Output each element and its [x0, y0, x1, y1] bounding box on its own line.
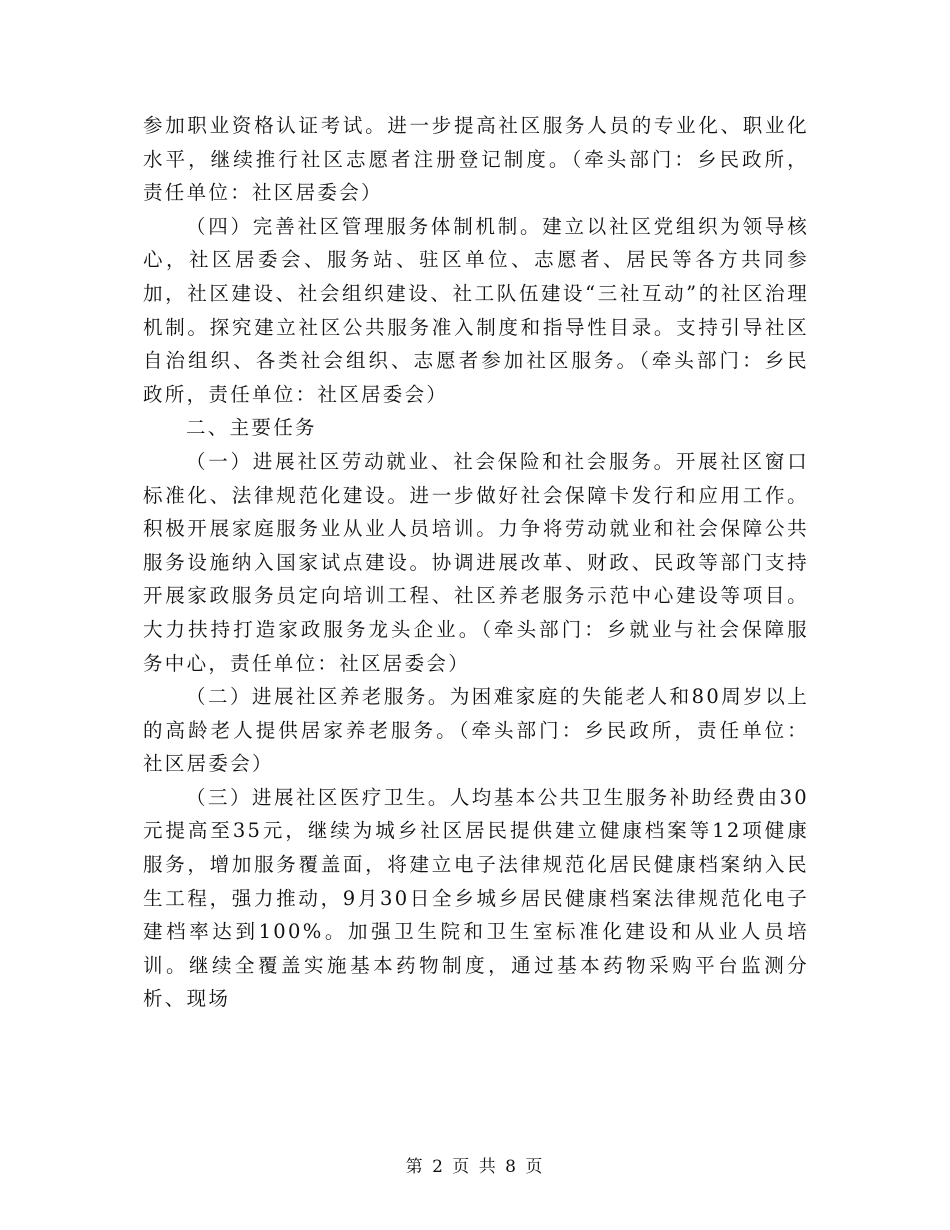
paragraph-task-1: （一）进展社区劳动就业、社会保险和社会服务。开展社区窗口标准化、法律规范化建设。进一步做好社会保障卡发行和应用工作。积极开展家庭服务业从业人员培训。力争将劳动就业和社会保障公共服务设施纳入国家试点建设。协调进展改革、财政、民政等部门支持开展家政服务员定向培训工程、社区养老服务示范中心建设等项目。大力扶持打造家政服务龙头企业。（牵头部门：乡就业与社会保障服务中心，责任单位：社区居委会） — [143, 449, 809, 675]
paragraph-task-2: （二）进展社区养老服务。为困难家庭的失能老人和80周岁以上的高龄老人提供居家养老服务。（牵头部门：乡民政所，责任单位：社区居委会） — [143, 685, 809, 776]
heading-main-tasks: 二、主要任务 — [186, 416, 317, 440]
page-number-footer: 第 2 页 共 8 页 — [405, 1157, 545, 1177]
paragraph-continuation: 参加职业资格认证考试。进一步提高社区服务人员的专业化、职业化水平，继续推行社区志愿者注册登记制度。（牵头部门：乡民政所，责任单位：社区居委会） — [143, 114, 809, 205]
document-body — [143, 109, 809, 1016]
paragraph-task-3: （三）进展社区医疗卫生。人均基本公共卫生服务补助经费由30元提高至35元，继续为城乡社区居民提供建立健康档案等12项健康服务，增加服务覆盖面，将建立电子法律规范化居民健康档案纳入民生工程，强力推动，9月30日全乡城乡居民健康档案法律规范化电子建档率达到100%。加强卫生院和卫生室标准化建设和从业人员培训。继续全覆盖实施基本药物制度，通过基本药物采购平台监测分析、现场 — [143, 785, 809, 1011]
paragraph-section-4: （四）完善社区管理服务体制机制。建立以社区党组织为领导核心，社区居委会、服务站、驻区单位、志愿者、居民等各方共同参加，社区建设、社会组织建设、社工队伍建设“三社互动”的社区治理机制。探究建立社区公共服务准入制度和指导性目录。支持引导社区自治组织、各类社会组织、志愿者参加社区服务。（牵头部门：乡民政所，责任单位：社区居委会） — [143, 214, 809, 406]
